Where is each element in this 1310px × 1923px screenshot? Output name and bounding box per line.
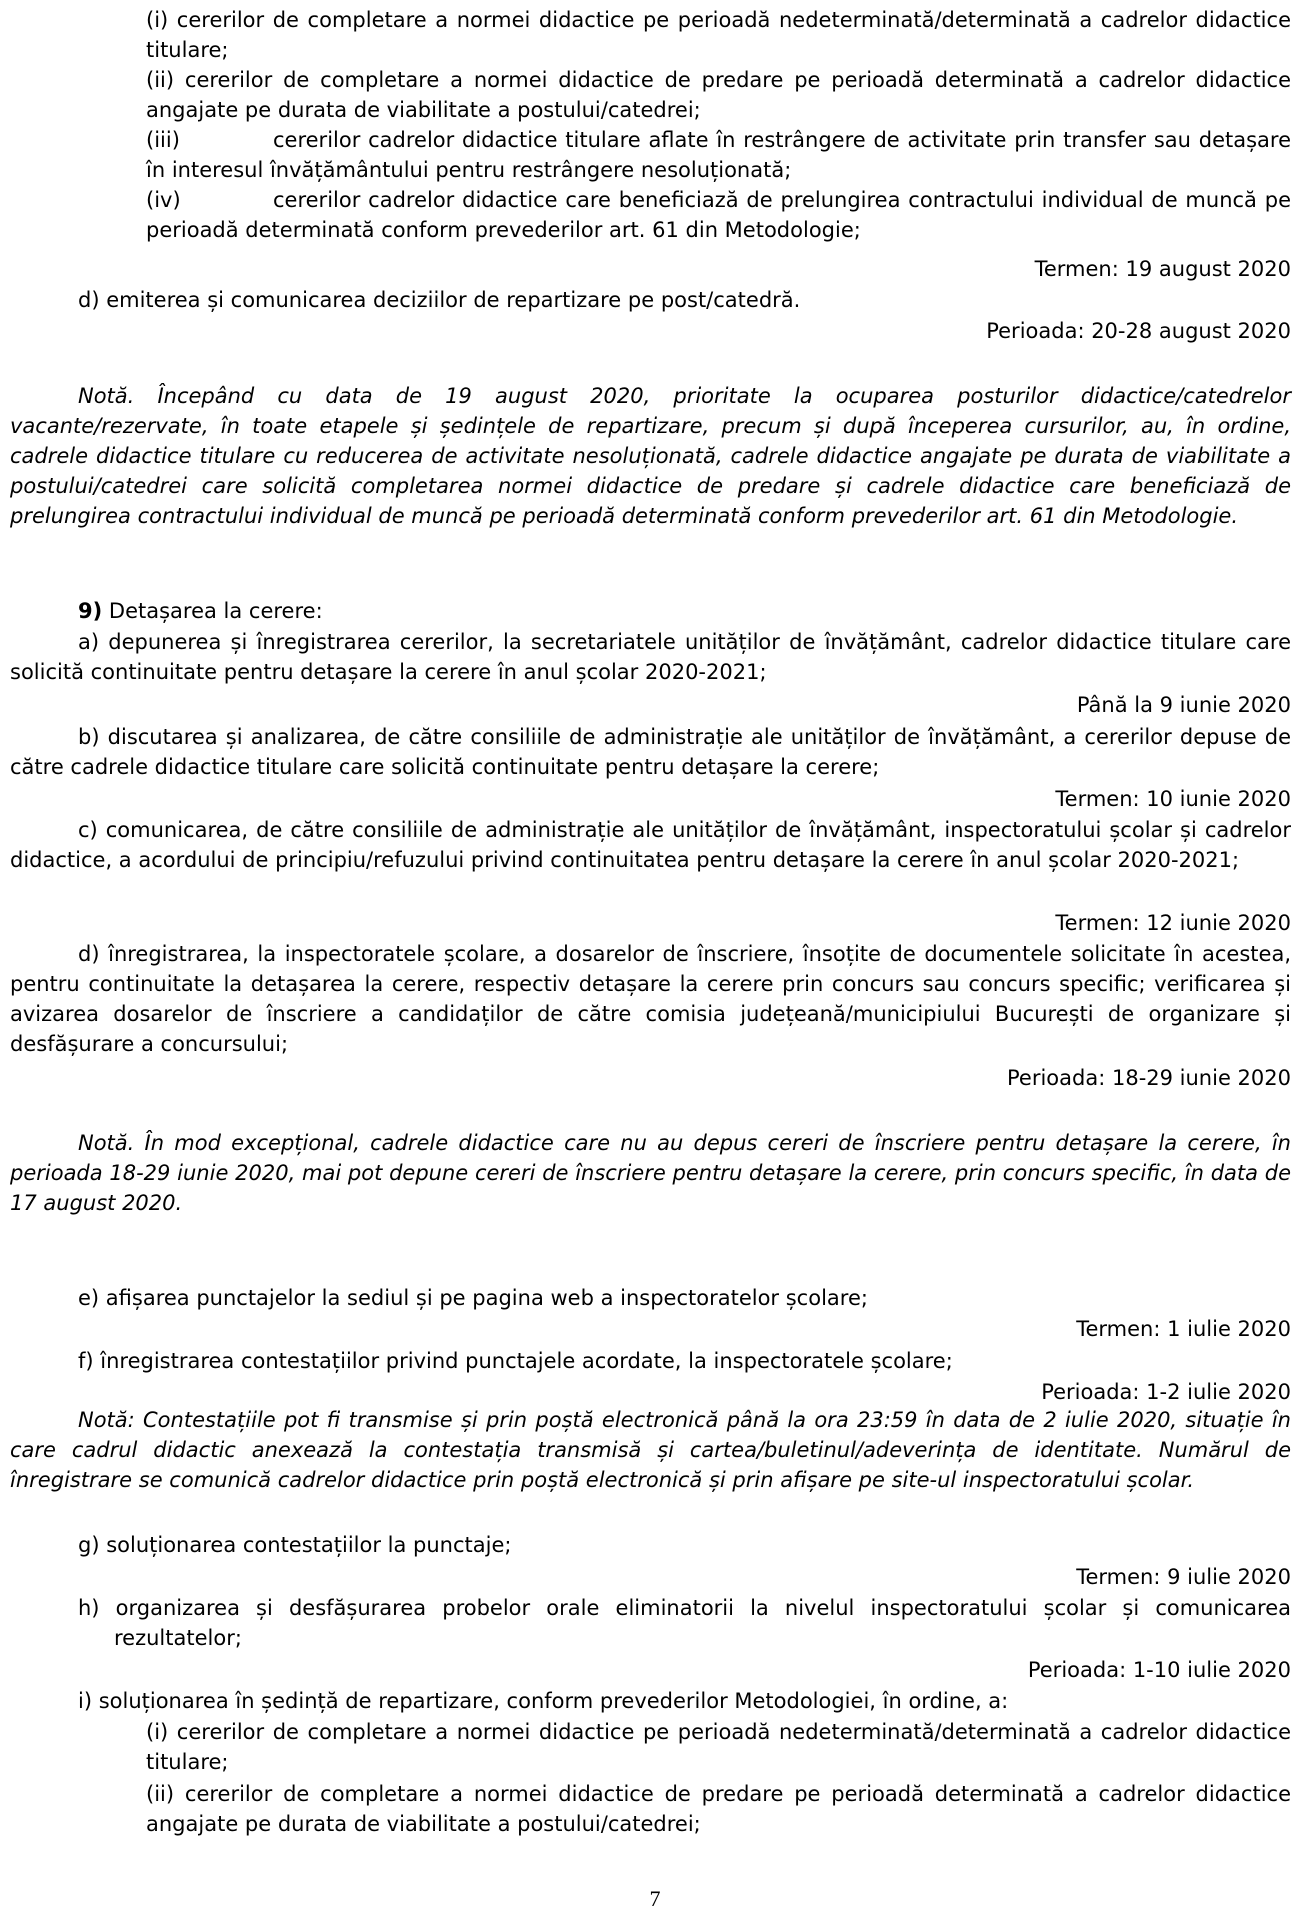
list-item-iii-text: cererilor cadrelor didactice titulare aflate în restrângere de activitate prin transfer sau detașare în interesul învățământului pentru restrângere nesoluționată; [146, 128, 1291, 182]
item-a: a) depunerea și înregistrarea cererilor, la secretariatele unităților de învățământ, cadrelor didactice titulare care solicită continuitate pentru detașare la cerere în anul școlar 2020-2021; [10, 630, 1291, 684]
item-f: f) înregistrarea contestațiilor privind punctajele acordate, la inspectoratele școlare; [78, 1349, 953, 1373]
deadline-f: Perioada: 1-2 iulie 2020 [1041, 1380, 1291, 1404]
item-b: b) discutarea și analizarea, de către consiliile de administrație ale unităților de învățământ, a cererilor depuse de către cadrele didactice titulare care solicită continuitate pentru detașare la cerere; [10, 725, 1291, 779]
deadline-c: Termen: 19 august 2020 [1034, 257, 1291, 281]
item-h: h) organizarea și desfășurarea probelor orale eliminatorii la nivelul inspectoratului școlar și comunicarea rezultatelor; [78, 1596, 1291, 1650]
deadline-e: Termen: 1 iulie 2020 [1076, 1317, 1291, 1341]
list-item-iv-label: (iv) [146, 188, 181, 212]
period-d: Perioada: 20-28 august 2020 [986, 319, 1291, 343]
item-i-sub-ii: (ii) cererilor de completare a normei didactice de predare pe perioadă determinată a cadrelor didactice angajate pe durata de viabilitate a postului/catedrei; [146, 1782, 1291, 1836]
list-item-iii-label: (iii) [146, 128, 180, 152]
deadline-b: Termen: 10 iunie 2020 [1055, 787, 1291, 811]
item-i-sub-i: (i) cererilor de completare a normei didactice pe perioadă nedeterminată/determinată a cadrelor didactice titulare; [146, 1720, 1291, 1774]
deadline-g: Termen: 9 iulie 2020 [1076, 1565, 1291, 1589]
item-e: e) afișarea punctajelor la sediul și pe pagina web a inspectoratelor școlare; [78, 1286, 868, 1310]
section-9-title: Detașarea la cerere: [108, 599, 323, 623]
list-item-i: (i) cererilor de completare a normei didactice pe perioadă nedeterminată/determinată a cadrelor didactice titulare; [146, 8, 1291, 62]
deadline-d: Perioada: 18-29 iunie 2020 [1007, 1066, 1291, 1090]
list-item-iii [146, 125, 1291, 185]
list-item-iv-text: cererilor cadrelor didactice care beneficiază de prelungirea contractului individual de muncă pe perioadă determinată conform prevederilor art. 61 din Metodologie; [146, 188, 1291, 242]
list-item-ii: (ii) cererilor de completare a normei didactice de predare pe perioadă determinată a cadrelor didactice angajate pe durata de viabilitate a postului/catedrei; [146, 68, 1291, 122]
deadline-h: Perioada: 1-10 iulie 2020 [1027, 1658, 1291, 1682]
page-number: 7 [649, 1886, 661, 1911]
section-9-heading [78, 596, 323, 626]
note-contestations: Notă: Contestațiile pot fi transmise și prin poștă electronică până la ora 23:59 în data de 2 iulie 2020, situație în care cadrul didactic anexează la contestația transmisă și cartea/buletinul/adeverința de identitate. Numărul de înregistrare se comunică cadrelor didactice prin poștă electronică și prin afișare pe site-ul inspectoratului școlar. [10, 1408, 1291, 1492]
note-priority: Notă. Începând cu data de 19 august 2020, prioritate la ocuparea posturilor didactice/catedrelor vacante/rezervate, în toate etapele și ședințele de repartizare, precum și după începerea cursurilor, au, în ordine, cadrele didactice titulare cu reducerea de activitate nesoluționată, cadrele didactice angajate pe durata de viabilitate a postului/catedrei care solicită completarea normei didactice de predare și cadrele didactice care beneficiază de prelungirea contractului individual de muncă pe perioadă determinată conform prevederilor art. 61 din Metodologie. [10, 384, 1291, 528]
item-d-decisions: d) emiterea și comunicarea deciziilor de repartizare pe post/catedră. [78, 288, 801, 312]
section-9-number: 9) [78, 599, 103, 623]
item-g: g) soluționarea contestațiilor la punctaje; [78, 1533, 512, 1557]
item-d: d) înregistrarea, la inspectoratele școlare, a dosarelor de înscriere, însoțite de documentele solicitate în acestea, pentru continuitate la detașarea la cerere, respectiv detașare la cerere prin concurs sau concurs specific; verificarea și avizarea dosarelor de înscriere a candidaților de către comisia județeană/municipiului București de organizare și desfășurare a concursului; [10, 942, 1291, 1056]
deadline-a: Până la 9 iunie 2020 [1076, 693, 1291, 717]
list-item-iv [146, 185, 1291, 245]
item-c: c) comunicarea, de către consiliile de administrație ale unităților de învățământ, inspectoratului școlar și cadrelor didactice, a acordului de principiu/refuzului privind continuitatea pentru detașare la cerere în anul școlar 2020-2021; [10, 818, 1291, 872]
item-i: i) soluționarea în ședință de repartizare, conform prevederilor Metodologiei, în ordine, a: [78, 1689, 1009, 1713]
deadline-c2: Termen: 12 iunie 2020 [1055, 911, 1291, 935]
note-exceptional: Notă. În mod excepțional, cadrele didactice care nu au depus cereri de înscriere pentru detașare la cerere, în perioada 18-29 iunie 2020, mai pot depune cereri de înscriere pentru detașare la cerere, prin concurs specific, în data de 17 august 2020. [10, 1131, 1291, 1215]
